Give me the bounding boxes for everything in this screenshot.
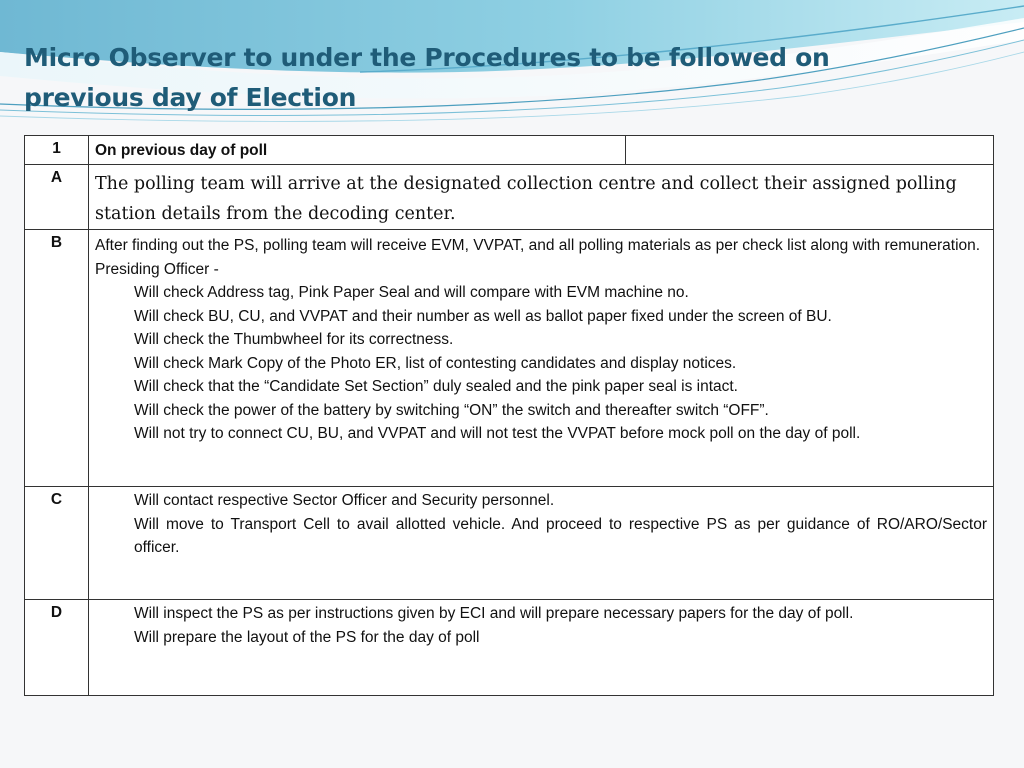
procedures-table — [24, 135, 994, 696]
row-id: D — [50, 604, 63, 621]
list-item: Will check Address tag, Pink Paper Seal and will compare with EVM machine no. — [134, 284, 689, 301]
row-a-text: The polling team will arrive at the designated collection centre and collect their assigned polling station details from the decoding center. — [95, 174, 957, 224]
list-item: Will check that the “Candidate Set Section” duly sealed and the pink paper seal is intact. — [134, 378, 738, 395]
header-label-cell — [89, 136, 626, 165]
list-item: Will check BU, CU, and VVPAT and their number as well as ballot paper fixed under the screen of BU. — [134, 307, 832, 325]
row-id-cell — [25, 600, 89, 696]
list-item: Will inspect the PS as per instructions given by ECI and will prepare necessary papers for the day of poll. — [134, 605, 854, 622]
row-id-cell — [25, 487, 89, 600]
list-item: Will check the power of the battery by switching “ON” the switch and thereafter switch “OFF”. — [134, 401, 769, 419]
row-id: B — [50, 234, 63, 251]
table-row — [25, 487, 994, 600]
list-item: Will move to Transport Cell to avail allotted vehicle. And proceed to respective PS as per guidance of RO/ARO/Sector officer. — [134, 515, 987, 556]
row-id-cell — [25, 165, 89, 230]
list-item: Will not try to connect CU, BU, and VVPAT and will not test the VVPAT before mock poll on the day of poll. — [134, 425, 861, 442]
row-b-intro: After finding out the PS, polling team will receive EVM, VVPAT, and all polling materials as per check list along with remuneration. Presiding Officer - — [95, 237, 981, 278]
header-number-cell — [25, 136, 89, 165]
list-item: Will check the Thumbwheel for its correctness. — [134, 331, 454, 348]
table-header-row — [25, 136, 994, 165]
list-item: Will check Mark Copy of the Photo ER, list of contesting candidates and display notices. — [134, 354, 737, 372]
row-content-cell — [89, 600, 994, 696]
row-id-cell — [25, 230, 89, 487]
header-number: 1 — [52, 140, 61, 157]
list-item: Will prepare the layout of the PS for the day of poll — [134, 628, 480, 646]
row-content-cell — [89, 165, 994, 230]
list-item: Will contact respective Sector Officer and Security personnel. — [134, 492, 555, 509]
header-label: On previous day of poll — [95, 142, 268, 159]
slide-title — [24, 38, 984, 118]
slide-title-line-2: previous day of Election — [24, 83, 357, 112]
table-row — [25, 600, 994, 696]
row-content-cell — [89, 487, 994, 600]
slide-title-line-1: Micro Observer to under the Procedures to be followed on — [24, 43, 830, 72]
table-row — [25, 230, 994, 487]
table-row — [25, 165, 994, 230]
header-empty-cell — [626, 136, 994, 165]
row-id: A — [50, 169, 63, 186]
row-id: C — [50, 491, 63, 508]
row-content-cell — [89, 230, 994, 487]
